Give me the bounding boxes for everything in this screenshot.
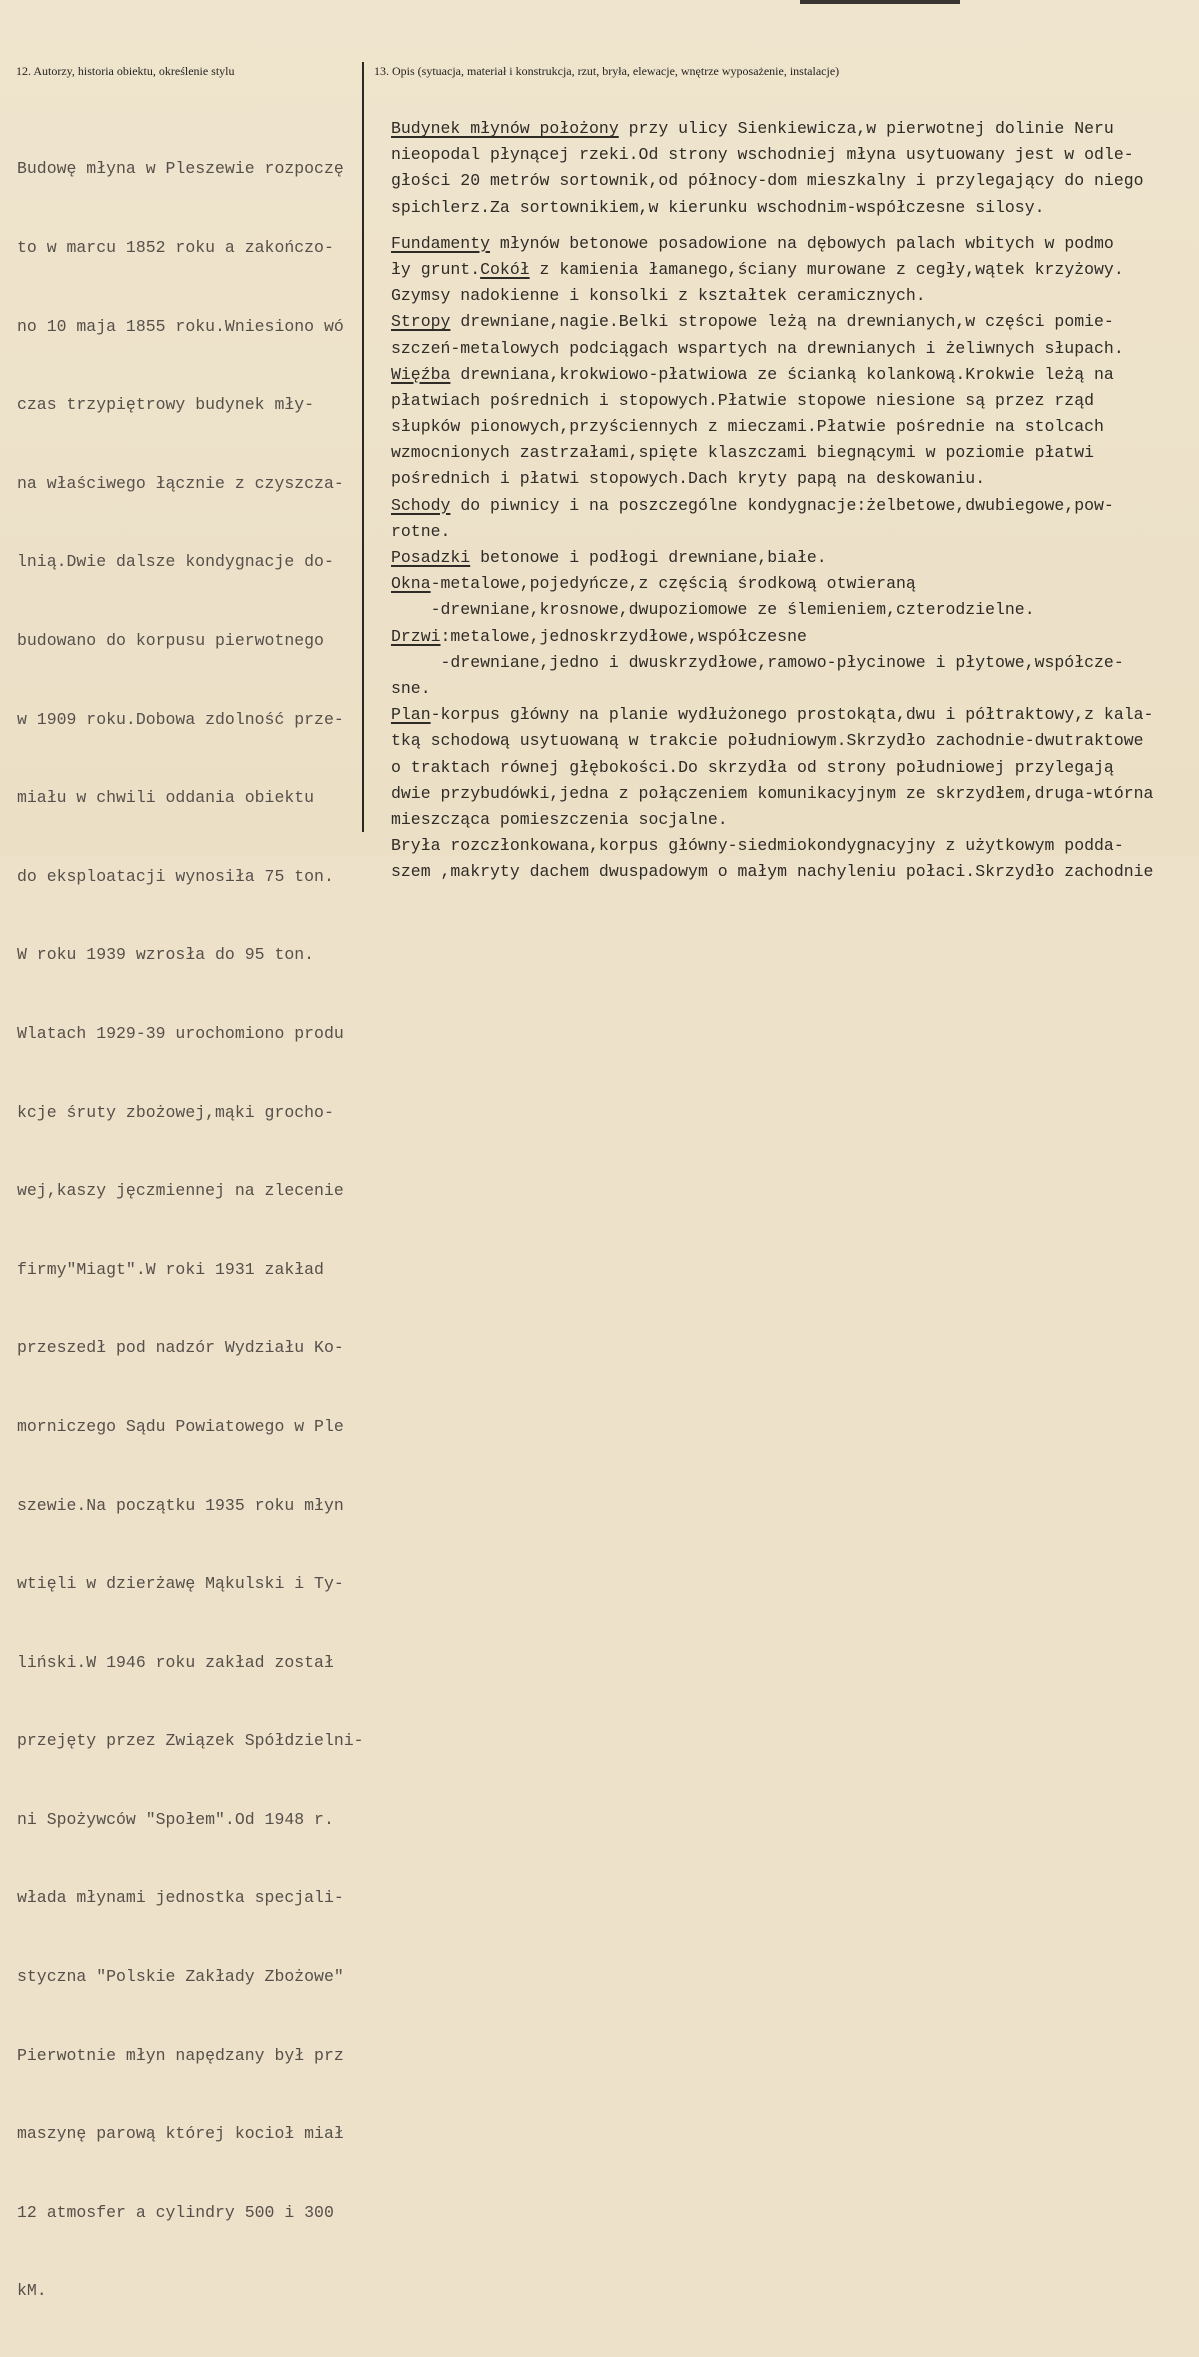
- history-line: Pierwotnie młyn napędzany był prz: [17, 2045, 344, 2065]
- text-span: do piwnicy i na poszczególne kondygnacje:żelbetowe,dwubiegowe,pow-: [450, 495, 1114, 515]
- top-edge-strip: [800, 0, 960, 4]
- description-line: tką schodową usytuowaną w trakcie południowym.Skrzydło zachodnie-dwutraktowe: [391, 731, 1144, 751]
- description-line: szem ,makryty dachem dwuspadowym o małym nachyleniu połaci.Skrzydło zachodnie: [391, 862, 1154, 882]
- description-line: rotne.: [391, 521, 451, 541]
- history-line: czas trzypiętrowy budynek mły-: [17, 395, 315, 415]
- history-text: [17, 104, 364, 2357]
- description-line: [391, 624, 1181, 650]
- text-span: -metalowe,pojedyńcze,z częścią środkową otwieraną: [430, 574, 916, 594]
- history-line: przejęty przez Związek Spółdzielni-: [17, 1731, 364, 1751]
- description-line: głości 20 metrów sortownik,od północy-dom mieszkalny i przylegający do niego: [391, 171, 1144, 191]
- history-line: firmy"Miagt".W roki 1931 zakład: [17, 1259, 324, 1279]
- history-line: Wlatach 1929-39 urochomiono produ: [17, 1023, 344, 1043]
- description-line: mieszcząca pomieszczenia socjalne.: [391, 809, 728, 829]
- term-stairs: Schody: [391, 495, 451, 515]
- term-foundations: Fundamenty: [391, 233, 491, 253]
- description-line: -drewniane,krosnowe,dwupoziomowe ze ślemieniem,czterodzielne.: [391, 600, 1035, 620]
- description-line: dwie przybudówki,jedna z połączeniem komunikacyjnym ze skrzydłem,druga-wtórna: [391, 783, 1154, 803]
- history-line: wtięli w dzierżawę Mąkulski i Ty-: [17, 1574, 344, 1594]
- history-line: w 1909 roku.Dobowa zdolność prze-: [17, 709, 344, 729]
- history-line: wej,kaszy jęczmiennej na zlecenie: [17, 1181, 344, 1201]
- history-line: maszynę parową której kocioł miał: [17, 2124, 344, 2144]
- term-plinth: Cokół: [480, 259, 530, 279]
- description-line: pośrednich i płatwi stopowych.Dach kryty papą na deskowaniu.: [391, 469, 986, 489]
- description-line: [391, 493, 1181, 519]
- description-line: [391, 571, 1181, 597]
- section-12-header: 12. Autorzy, historia obiektu, określenie stylu: [16, 64, 235, 78]
- history-line: 12 atmosfer a cylindry 500 i 300: [17, 2202, 334, 2222]
- text-span: :metalowe,jednoskrzydłowe,współczesne: [440, 626, 807, 646]
- description-line: Bryła rozczłonkowana,korpus główny-siedmiokondygnacyjny z użytkowym podda-: [391, 836, 1124, 856]
- history-line: szewie.Na początku 1935 roku młyn: [17, 1495, 344, 1515]
- term-plan: Plan: [391, 705, 431, 725]
- text-span: ły grunt.: [391, 259, 481, 279]
- description-text: [391, 116, 1181, 885]
- history-line: morniczego Sądu Powiatowego w Ple: [17, 1416, 344, 1436]
- term-building: Budynek młynów położony: [391, 119, 619, 138]
- term-windows: Okna: [391, 574, 431, 594]
- description-line: sne.: [391, 678, 431, 698]
- column-divider: [362, 62, 364, 832]
- description-line: szczeń-metalowych podciągach wspartych na drewnianych i żeliwnych słupach.: [391, 338, 1124, 358]
- history-line: to w marcu 1852 roku a zakończo-: [17, 238, 334, 257]
- history-line: W roku 1939 wzrosła do 95 ton.: [17, 945, 315, 965]
- description-line: [391, 116, 1181, 142]
- history-line: budowano do korpusu pierwotnego: [17, 630, 324, 650]
- text-span: -korpus główny na planie wydłużonego prostokąta,dwu i półtraktowy,z kala-: [430, 705, 1154, 725]
- section-13-header: 13. Opis (sytuacja, materiał i konstrukcja, rzut, bryła, elewacje, wnętrze wyposażenie, instalacje): [374, 64, 840, 78]
- history-line: lnią.Dwie dalsze kondygnacje do-: [17, 552, 334, 572]
- description-line: [391, 702, 1181, 728]
- history-line: liński.W 1946 roku zakład został: [17, 1652, 334, 1672]
- history-line: ni Spożywców "Społem".Od 1948 r.: [17, 1809, 334, 1829]
- term-doors: Drzwi: [391, 626, 441, 646]
- history-line: kM.: [17, 2281, 47, 2301]
- description-line: płatwiach pośrednich i stopowych.Płatwie stopowe niesione są przez rząd: [391, 390, 1095, 410]
- history-line: kcje śruty zbożowej,mąki grocho-: [17, 1102, 334, 1122]
- text-span: młynów betonowe posadowione na dębowych palach wbitych w podmo: [490, 233, 1114, 253]
- history-line: styczna "Polskie Zakłady Zbożowe": [17, 1967, 344, 1987]
- text-span: przy ulicy Sienkiewicza,w pierwotnej dolinie Neru: [618, 119, 1114, 138]
- text-span: drewniane,nagie.Belki stropowe leżą na drewnianych,w części pomie-: [450, 312, 1114, 332]
- description-line: o traktach równej głębokości.Do skrzydła od strony południowej przylegają: [391, 757, 1114, 777]
- history-line: no 10 maja 1855 roku.Wniesiono wó: [17, 316, 344, 336]
- description-line: -drewniane,jedno i dwuskrzydłowe,ramowo-płycinowe i płytowe,współcze-: [391, 652, 1124, 672]
- text-span: z kamienia łamanego,ściany murowane z cegły,wątek krzyżowy.: [529, 259, 1124, 279]
- history-line: do eksploatacji wynosiła 75 ton.: [17, 866, 334, 886]
- description-line: [391, 545, 1181, 571]
- term-floors: Posadzki: [391, 548, 471, 567]
- history-line: miału w chwili oddania obiektu: [17, 788, 315, 808]
- history-line: włada młynami jednostka specjali-: [17, 1888, 344, 1908]
- description-line: wzmocnionych zastrzałami,spięte klaszczami biegnącymi w poziomie płatwi: [391, 443, 1095, 463]
- text-span: betonowe i podłogi drewniane,białe.: [470, 548, 827, 567]
- history-line: na właściwego łącznie z czyszcza-: [17, 473, 344, 493]
- text-span: drewniana,krokwiowo-płatwiowa ze ścianką kolankową.Krokwie leżą na: [450, 364, 1114, 384]
- description-line: [391, 309, 1181, 335]
- history-line: przeszedł pod nadzór Wydziału Ko-: [17, 1338, 344, 1358]
- description-line: słupków pionowych,przyściennych z mieczami.Płatwie pośrednie na stolcach: [391, 417, 1104, 437]
- description-line: nieopodal płynącej rzeki.Od strony wschodniej młyna usytuowany jest w odle-: [391, 145, 1134, 165]
- term-ceilings: Stropy: [391, 312, 451, 332]
- term-roof-truss: Więźba: [391, 364, 451, 384]
- history-line: Budowę młyna w Pleszewie rozpoczę: [17, 159, 344, 179]
- description-line: Gzymsy nadokienne i konsolki z kształtek ceramicznych.: [391, 286, 926, 306]
- description-line: [391, 231, 1181, 257]
- description-line: [391, 362, 1181, 388]
- description-line: [391, 257, 1181, 283]
- description-line: spichlerz.Za sortownikiem,w kierunku wschodnim-współczesne silosy.: [391, 197, 1045, 217]
